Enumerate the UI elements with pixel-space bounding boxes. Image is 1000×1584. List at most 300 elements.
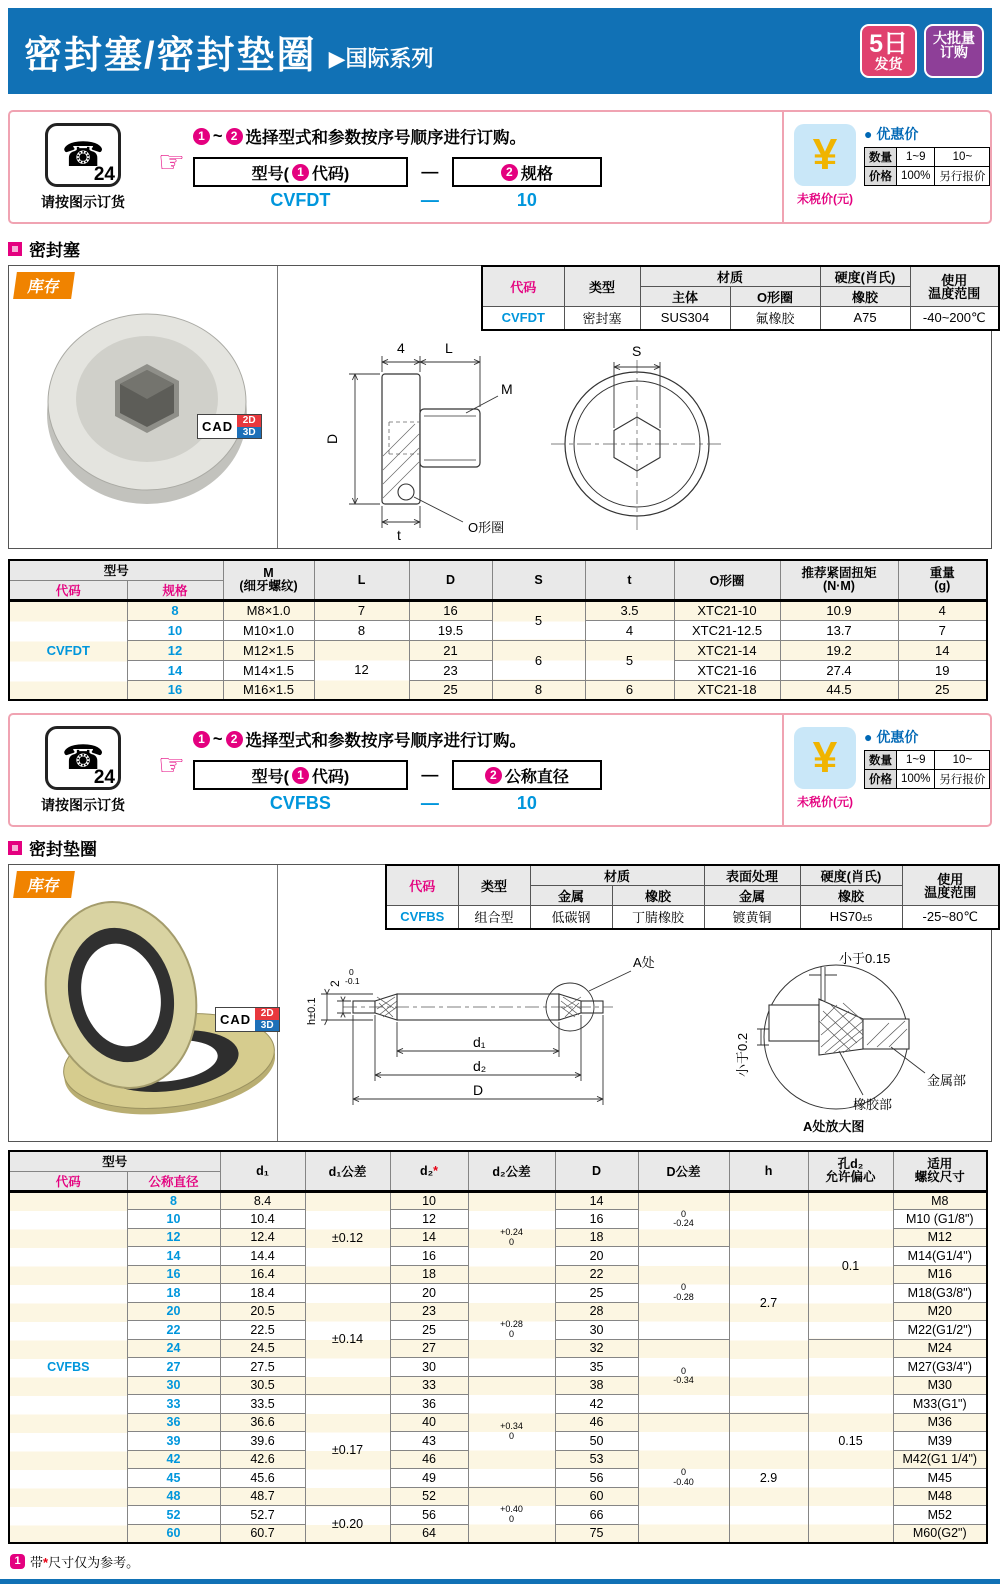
cell: 7 — [314, 600, 409, 620]
dim-D-label: D — [473, 1082, 484, 1098]
dim-h-label: h±0.1 — [306, 997, 318, 1025]
header-type: 类型 — [458, 865, 530, 906]
yen-icon: ¥ — [794, 124, 856, 186]
model-code-box: 型号( 1 代码) — [193, 760, 408, 790]
cell: 7 — [898, 620, 987, 640]
cell: 16 — [390, 1247, 468, 1266]
cell: 8.4 — [220, 1191, 305, 1210]
cell: 42 — [555, 1395, 638, 1414]
panel-divider — [277, 266, 278, 548]
header-d1: d₁ — [220, 1151, 305, 1191]
cell: 49 — [390, 1469, 468, 1488]
example-part-number: CVFBS — 10 — [193, 793, 780, 814]
cell: 10~ — [935, 751, 990, 770]
part-number-boxes — [193, 760, 780, 790]
cell: XTC21-10 — [674, 600, 780, 620]
header-d2: d₂* — [390, 1151, 468, 1191]
cell: 21 — [409, 640, 492, 660]
cell: XTC21-12.5 — [674, 620, 780, 640]
page-title: 密封塞/密封垫圈 — [24, 34, 317, 77]
table-row — [9, 640, 987, 660]
cell: 14.4 — [220, 1247, 305, 1266]
header-torque: 推荐紧固扭矩 (N·M) — [780, 560, 898, 600]
table-row — [9, 1151, 987, 1171]
cell: 60.7 — [220, 1524, 305, 1543]
cell: 44.5 — [780, 680, 898, 700]
header-badges — [860, 24, 984, 79]
phone-order-block — [10, 715, 156, 825]
cell-diameter: 30 — [127, 1376, 220, 1395]
rubber-part-label: 橡胶部 — [853, 1097, 893, 1112]
dim-M-label: M — [501, 381, 513, 397]
cell-diameter: 60 — [127, 1524, 220, 1543]
phone-24h-icon: ☎ 24 — [45, 726, 121, 790]
dim-t-label: t — [397, 527, 401, 543]
cell: 46 — [555, 1413, 638, 1432]
cell: 16 — [409, 600, 492, 620]
cell: -40~200℃ — [910, 307, 999, 330]
ordering-main — [187, 715, 782, 825]
cell: 8 — [314, 620, 409, 640]
cell-d2-tol: +0.34 0 — [468, 1376, 555, 1487]
cell: 12 — [390, 1210, 468, 1229]
cell: 50 — [555, 1432, 638, 1451]
cell: 22 — [555, 1265, 638, 1284]
cell-diameter: 52 — [127, 1506, 220, 1525]
header-surface: 表面处理 — [704, 865, 800, 886]
cell: 20 — [555, 1247, 638, 1266]
seal-plug-spec-table — [481, 265, 1000, 331]
cell-thread: M52 — [893, 1506, 987, 1525]
cell: 53 — [555, 1450, 638, 1469]
dim-2-tol-top: 0 — [349, 967, 354, 977]
cell: M12×1.5 — [223, 640, 314, 660]
cell: 30 — [390, 1358, 468, 1377]
cell-diameter: 12 — [127, 1228, 220, 1247]
header-material: 材质 — [640, 266, 820, 287]
table-row — [9, 680, 987, 700]
header-usage-temp: 使用 温度范围 — [910, 266, 999, 307]
cell-eccentricity: 0.15 — [808, 1339, 893, 1543]
header-model: 型号 — [9, 560, 223, 580]
cell: 14 — [898, 640, 987, 660]
cell-d1-tol: ±0.17 — [305, 1395, 390, 1506]
cell-diameter: 27 — [127, 1358, 220, 1377]
seal-washer-dimension-table — [8, 1150, 988, 1544]
stock-badge: 库存 — [13, 871, 75, 898]
cell-thread: M24 — [893, 1339, 987, 1358]
cell: 25 — [898, 680, 987, 700]
lt-02-label: 小于0.2 — [735, 1032, 750, 1077]
header-eccentricity: 孔d₂ 允许偏心 — [808, 1151, 893, 1191]
cell: XTC21-18 — [674, 680, 780, 700]
lt-015-label: 小于0.15 — [839, 951, 891, 966]
example-code: CVFBS — [269, 793, 331, 813]
spec-box: 2 规格 — [452, 157, 602, 187]
cell-diameter: 16 — [127, 1265, 220, 1284]
pointing-hand-icon: ☞ — [158, 748, 185, 782]
cell: 33 — [390, 1376, 468, 1395]
cell: 42.6 — [220, 1450, 305, 1469]
header-D: D — [555, 1151, 638, 1191]
cad-2d-label: 2D — [237, 415, 261, 427]
ordering-box-1 — [8, 110, 992, 224]
phone-order-block — [10, 112, 156, 222]
phone-order-label: 请按图示订货 — [41, 193, 125, 210]
cell-h: 2.9 — [729, 1413, 808, 1543]
dim-S-label: S — [632, 343, 642, 359]
header-diameter: 公称直径 — [127, 1171, 220, 1191]
cell-spec: 12 — [127, 640, 223, 660]
cad-3d-label: 3D — [237, 427, 261, 439]
technical-drawing-seal-washer — [291, 949, 1000, 1139]
cell-eccentricity: 0.1 — [808, 1191, 893, 1339]
table-row — [386, 906, 999, 929]
cell: 27 — [390, 1339, 468, 1358]
cell-code: CVFBS — [386, 906, 458, 929]
bottom-rule — [0, 1579, 1000, 1584]
header-spec: 规格 — [127, 580, 223, 600]
instruction-text: 选择型式和参数按序号顺序进行订购。 — [245, 732, 527, 750]
cell-diameter: 14 — [127, 1247, 220, 1266]
cell: 14 — [390, 1228, 468, 1247]
table-row — [865, 751, 990, 770]
cell-d2-tol: +0.40 0 — [468, 1487, 555, 1543]
ordering-box-2 — [8, 713, 992, 827]
cell: 45.6 — [220, 1469, 305, 1488]
header-hardness-rubber: 橡胶 — [800, 886, 902, 906]
header-body: 主体 — [640, 287, 730, 307]
table-row — [865, 167, 990, 186]
header-metal: 金属 — [530, 886, 612, 906]
cad-3d-label: 3D — [255, 1020, 279, 1032]
cell: 60 — [555, 1487, 638, 1506]
cell: 16 — [555, 1210, 638, 1229]
cell: 27.5 — [220, 1358, 305, 1377]
cell-spec: 14 — [127, 660, 223, 680]
cell: 18 — [555, 1228, 638, 1247]
cell: M10×1.0 — [223, 620, 314, 640]
cell: 4 — [898, 600, 987, 620]
cad-2d-label: 2D — [255, 1008, 279, 1020]
cell: A75 — [820, 307, 910, 330]
cell: 56 — [555, 1469, 638, 1488]
cell: 52 — [390, 1487, 468, 1506]
price-block — [782, 112, 990, 222]
step2-circle: 2 — [226, 128, 243, 145]
cell: 100% — [897, 167, 935, 186]
pointing-hand-icon: ☞ — [158, 145, 185, 179]
ordering-main — [187, 112, 782, 222]
promo-price-title: ● 优惠价 — [864, 729, 919, 745]
cell: 低碳钢 — [530, 906, 612, 929]
header-rubber: 橡胶 — [820, 287, 910, 307]
cell-thread: M45 — [893, 1469, 987, 1488]
yen-icon: ¥ — [794, 727, 856, 789]
footnote-text: 带*尺寸仅为参考。 — [30, 1554, 140, 1570]
section-square-icon — [8, 242, 22, 256]
step1-circle: 1 — [193, 128, 210, 145]
cell-S-merged: 5 — [492, 600, 585, 640]
phone-order-label: 请按图示订货 — [41, 796, 125, 813]
cell: 32 — [555, 1339, 638, 1358]
cell-diameter: 20 — [127, 1302, 220, 1321]
dim-4-label: 4 — [397, 340, 405, 356]
cell-diameter: 45 — [127, 1469, 220, 1488]
cell: 10.9 — [780, 600, 898, 620]
blue-dot-icon: ● — [864, 729, 873, 745]
cad-badge: CAD 2D 3D — [215, 1007, 280, 1032]
section-title-seal-washer: 密封垫圈 — [8, 835, 992, 860]
qty-header: 数量 — [865, 751, 897, 770]
cell: 3.5 — [585, 600, 674, 620]
page-header-banner — [8, 8, 992, 94]
cell: 20 — [390, 1284, 468, 1303]
cell: 25 — [409, 680, 492, 700]
footnote — [10, 1552, 990, 1571]
price-block — [782, 715, 990, 825]
cell: 100% — [897, 770, 935, 789]
section-square-icon — [8, 841, 22, 855]
header-h: h — [729, 1151, 808, 1191]
cell: 25 — [390, 1321, 468, 1340]
cell: 19.2 — [780, 640, 898, 660]
cell: 33.5 — [220, 1395, 305, 1414]
cell-d2-tol: +0.28 0 — [468, 1284, 555, 1377]
cell: 10~ — [935, 148, 990, 167]
seal-plug-dimension-table — [8, 559, 988, 701]
header-code: 代码 — [386, 865, 458, 906]
table-row — [9, 560, 987, 580]
header-oring: O形圈 — [730, 287, 820, 307]
cell: M14×1.5 — [223, 660, 314, 680]
cell: 75 — [555, 1524, 638, 1543]
cell: 27.4 — [780, 660, 898, 680]
cell-thread: M30 — [893, 1376, 987, 1395]
header-type: 类型 — [564, 266, 640, 307]
cell: 48.7 — [220, 1487, 305, 1506]
section-title-seal-plug: 密封塞 — [8, 236, 992, 261]
table-row — [865, 770, 990, 789]
example-spec: 10 — [516, 793, 537, 813]
example-spec: 10 — [516, 190, 537, 210]
cell-code: CVFDT — [9, 600, 127, 700]
header-oring: O形圈 — [674, 560, 780, 600]
cell: 39.6 — [220, 1432, 305, 1451]
cell: 24.5 — [220, 1339, 305, 1358]
part-number-boxes — [193, 157, 780, 187]
header-surface-metal: 金属 — [704, 886, 800, 906]
cell: 43 — [390, 1432, 468, 1451]
cell-diameter: 18 — [127, 1284, 220, 1303]
cell: 4 — [585, 620, 674, 640]
cell: 另行报价 — [935, 770, 990, 789]
blue-dot-icon: ● — [864, 126, 873, 142]
seal-plug-panel — [8, 265, 992, 549]
promo-price-table — [864, 750, 990, 789]
cell: M8×1.0 — [223, 600, 314, 620]
dim-d2-label: d₂ — [473, 1058, 487, 1074]
header-code: 代码 — [9, 580, 127, 600]
cell: 30.5 — [220, 1376, 305, 1395]
step1-circle: 1 — [292, 767, 309, 784]
cell-d1-tol: ±0.20 — [305, 1506, 390, 1543]
badge-bulk-order: 大批量 订购 — [924, 24, 984, 79]
cell: 8 — [492, 680, 585, 700]
cell: 23 — [409, 660, 492, 680]
example-part-number: CVFDT — 10 — [193, 190, 780, 211]
header-S: S — [492, 560, 585, 600]
badge-5day-shipping: 5日 发货 — [860, 24, 917, 79]
cell-S-merged: 6 — [492, 640, 585, 680]
cell-D-tol: 0 -0.34 — [638, 1339, 729, 1413]
cell-t-merged: 5 — [585, 640, 674, 680]
untaxed-price-label: 未税价(元) — [797, 192, 853, 206]
cell: 13.7 — [780, 620, 898, 640]
cell: 18 — [390, 1265, 468, 1284]
cell: 10 — [390, 1191, 468, 1210]
cell: 1~9 — [897, 751, 935, 770]
table-row — [482, 266, 999, 287]
promo-price-table — [864, 147, 990, 186]
instruction-text: 选择型式和参数按序号顺序进行订购。 — [245, 129, 527, 147]
cell: 另行报价 — [935, 167, 990, 186]
dash-separator: — — [421, 162, 439, 181]
cell: 6 — [585, 680, 674, 700]
cell: 19.5 — [409, 620, 492, 640]
cell-thread: M36 — [893, 1413, 987, 1432]
cell-diameter: 48 — [127, 1487, 220, 1506]
series-label: ▶国际系列 — [328, 45, 434, 71]
cell-thread: M60(G2") — [893, 1524, 987, 1543]
cell: 28 — [555, 1302, 638, 1321]
cell: 38 — [555, 1376, 638, 1395]
cell: 40 — [390, 1413, 468, 1432]
step1-circle: 1 — [193, 731, 210, 748]
cell: 56 — [390, 1506, 468, 1525]
cell-d1-tol: ±0.12 — [305, 1191, 390, 1284]
cell: 64 — [390, 1524, 468, 1543]
step2-circle: 2 — [226, 731, 243, 748]
header-weight: 重量 (g) — [898, 560, 987, 600]
cell-thread: M12 — [893, 1228, 987, 1247]
ordering-instruction: 1 ~ 2 选择型式和参数按序号顺序进行订购。 — [193, 727, 780, 751]
cell: 25 — [555, 1284, 638, 1303]
cell: XTC21-14 — [674, 640, 780, 660]
header-D-tol: D公差 — [638, 1151, 729, 1191]
cell-thread: M42(G1 1/4") — [893, 1450, 987, 1469]
header-hardness: 硬度(肖氏) — [820, 266, 910, 287]
cell-diameter: 24 — [127, 1339, 220, 1358]
seal-washer-spec-table — [385, 864, 1000, 930]
cell-h: 2.7 — [729, 1191, 808, 1413]
header-thread: M (细牙螺纹) — [223, 560, 314, 600]
cell-code: CVFDT — [482, 307, 564, 330]
cell-spec: 8 — [127, 600, 223, 620]
table-row — [9, 1191, 987, 1210]
header-d2-tol: d₂公差 — [468, 1151, 555, 1191]
cell: 1~9 — [897, 148, 935, 167]
step2-circle: 2 — [501, 164, 518, 181]
cell-diameter: 8 — [127, 1191, 220, 1210]
header-L: L — [314, 560, 409, 600]
dim-2-label: 2 — [328, 980, 342, 987]
cell-spec: 16 — [127, 680, 223, 700]
cell-thread: M16 — [893, 1265, 987, 1284]
cell-diameter: 36 — [127, 1413, 220, 1432]
cell: 22.5 — [220, 1321, 305, 1340]
header-code: 代码 — [482, 266, 564, 307]
cell: 36.6 — [220, 1413, 305, 1432]
table-row — [865, 148, 990, 167]
table-row — [482, 307, 999, 330]
stock-badge: 库存 — [13, 272, 75, 299]
cell: 氟橡胶 — [730, 307, 820, 330]
cell-thread: M8 — [893, 1191, 987, 1210]
cell: 52.7 — [220, 1506, 305, 1525]
cell: 14 — [555, 1191, 638, 1210]
cell: 10.4 — [220, 1210, 305, 1229]
cell-diameter: 42 — [127, 1450, 220, 1469]
cell: 66 — [555, 1506, 638, 1525]
cell-thread: M14(G1/4") — [893, 1247, 987, 1266]
header-material: 材质 — [530, 865, 704, 886]
header-t: t — [585, 560, 674, 600]
price-header: 价格 — [865, 167, 897, 186]
cell: 丁腈橡胶 — [612, 906, 704, 929]
header-D: D — [409, 560, 492, 600]
header-thread-size: 适用 螺纹尺寸 — [893, 1151, 987, 1191]
cell-D-tol: 0 -0.28 — [638, 1247, 729, 1340]
asterisk-marker: * — [433, 1163, 439, 1178]
table-row — [386, 865, 999, 886]
cell: -25~80℃ — [902, 906, 999, 929]
cell: 35 — [555, 1358, 638, 1377]
arrow-icon: ▶ — [328, 45, 346, 71]
cell-spec: 10 — [127, 620, 223, 640]
cell: SUS304 — [640, 307, 730, 330]
cell-thread: M48 — [893, 1487, 987, 1506]
enlarged-view-caption: A处放大图 — [803, 1119, 865, 1134]
header-code: 代码 — [9, 1171, 127, 1191]
cell-thread: M33(G1") — [893, 1395, 987, 1414]
cell-thread: M39 — [893, 1432, 987, 1451]
cell-diameter: 33 — [127, 1395, 220, 1414]
cell-thread: M18(G3/8") — [893, 1284, 987, 1303]
cell-thread: M22(G1/2") — [893, 1321, 987, 1340]
product-photo-seal-plug — [29, 302, 265, 514]
untaxed-price-label: 未税价(元) — [797, 795, 853, 809]
dash-separator: — — [421, 765, 439, 784]
cell: 16.4 — [220, 1265, 305, 1284]
dim-d1-label: d₁ — [473, 1034, 486, 1050]
cell-d1-tol: ±0.14 — [305, 1284, 390, 1395]
table-row — [9, 600, 987, 620]
cell-thread: M20 — [893, 1302, 987, 1321]
cell: XTC21-16 — [674, 660, 780, 680]
cell-diameter: 39 — [127, 1432, 220, 1451]
cell: 20.5 — [220, 1302, 305, 1321]
cell-hardness: HS70±5 — [800, 906, 902, 929]
cell-D-tol: 0 -0.24 — [638, 1191, 729, 1247]
dim-L-label: L — [445, 340, 453, 356]
step2-circle: 2 — [485, 767, 502, 784]
cell: 46 — [390, 1450, 468, 1469]
cell: 23 — [390, 1302, 468, 1321]
header-d1-tol: d₁公差 — [305, 1151, 390, 1191]
cell: 镀黄铜 — [704, 906, 800, 929]
cell: 18.4 — [220, 1284, 305, 1303]
